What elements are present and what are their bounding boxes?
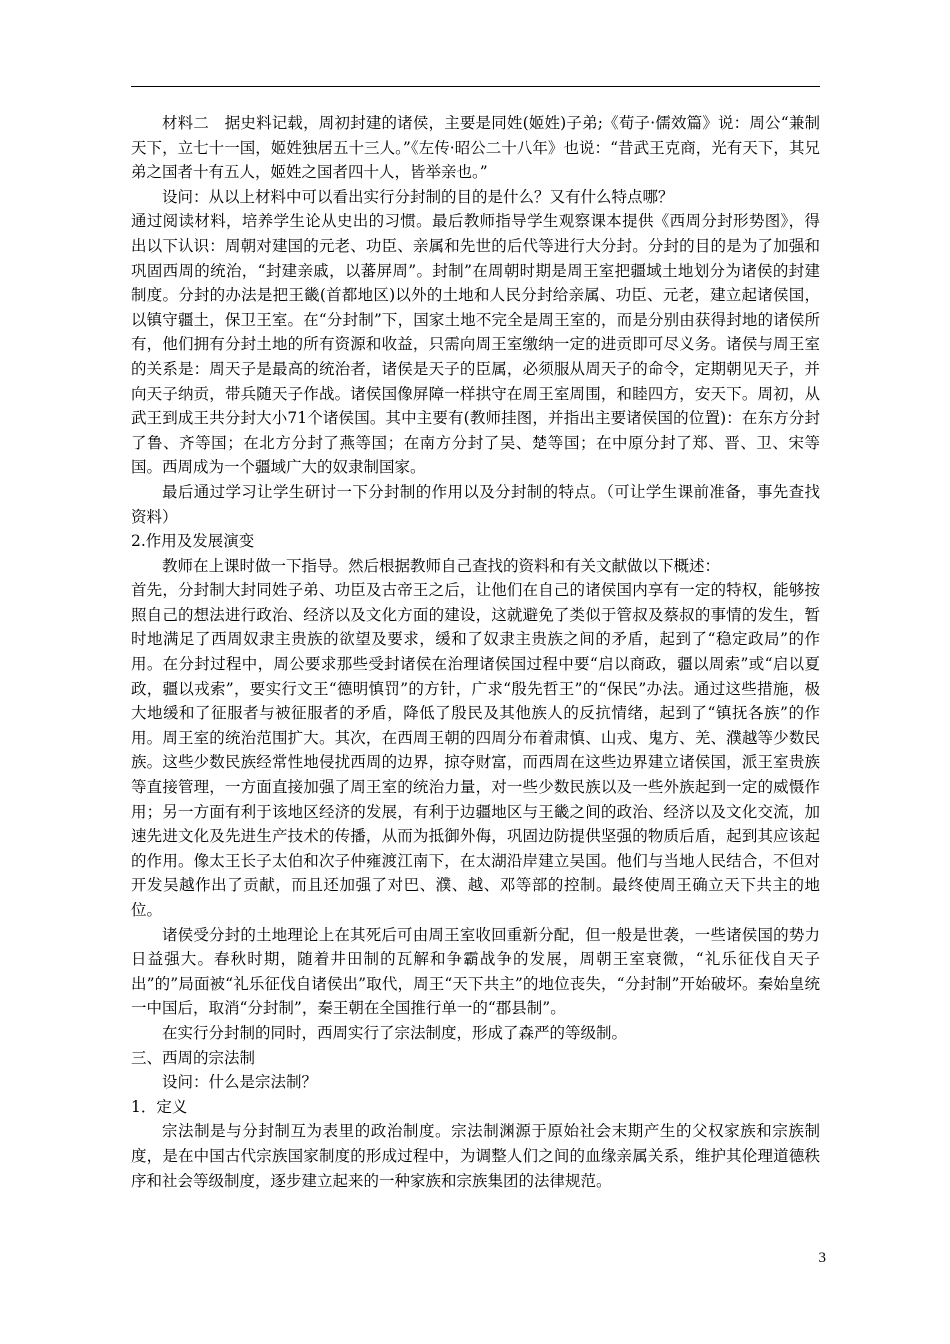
paragraph-effects-detail: 首先，分封制大封同姓子弟、功臣及古帝王之后，让他们在自己的诸侯国内享有一定的特权，能够按照自己的想法进行政治、经济以及文化方面的建设，这就避免了类似于管叔及蔡叔的事情的发生，暂时地满足了西周奴隶主贵族的欲望及要求，缓和了奴隶主贵族之间的矛盾，起到了“稳定政局”的作用。在分封过程中，周公要求那些受封诸侯在治理诸侯国过程中要“启以商政，疆以周索”或“启以夏政，疆以戎索”，要实行文王“德明慎罚”的方针，广求“殷先哲王”的“保民”办法。通过这些措施，极大地缓和了征服者与被征服者的矛盾，降低了殷民及其他族人的反抗情绪，起到了“镇抚各族”的作用。周王室的统治范围扩大。其次，在西周王朝的四周分布着肃慎、山戎、鬼方、羌、濮越等少数民族。这些少数民族经常性地侵扰西周的边界，掠夺财富，而西周在这些边界建立诸侯国，派王室贵族等直接管理，一方面直接加强了周王室的统治力量，对一些少数民族以及一些外族起到一定的威慑作用；另一方面有利于该地区经济的发展，有利于边疆地区与王畿之间的政治、经济以及文化交流，加速先进文化及先进生产技术的传播，从而为抵御外侮，巩固边防提供坚强的物质后盾，起到其应该起的作用。像太王长子太伯和次子仲雍渡江南下，在太湖沿岸建立吴国。他们与当地人民结合，不但对开发吴越作出了贡献，而且还加强了对巴、濮、越、邓等部的控制。最终使周王确立天下共主的地位。 — [131, 581, 820, 919]
document-body — [131, 111, 820, 1193]
section-heading-definition: 1．定义 — [131, 1097, 188, 1116]
section-heading-zongfa: 三、西周的宗法制 — [131, 1048, 256, 1067]
paragraph-question-purpose: 设问：从以上材料中可以看出实行分封制的目的是什么？又有什么特点哪？ — [162, 187, 674, 206]
paragraph-question-zongfa: 设问：什么是宗法制？ — [162, 1073, 318, 1092]
paragraph-study-prompt: 最后通过学习让学生研讨一下分封制的作用以及分封制的特点。（可让学生课前准备，事先查找资料） — [131, 482, 820, 526]
paragraph-teacher-guidance: 教师在上课时做一下指导。然后根据教师自己查找的资料和有关文献做以下概述： — [162, 556, 721, 575]
page-number: 3 — [818, 1250, 826, 1266]
header-rule — [131, 86, 820, 87]
paragraph-zongfa-definition: 宗法制是与分封制互为表里的政治制度。宗法制渊源于原始社会末期产生的父权家族和宗族制度，是在中国古代宗族国家制度的形成过程中，为调整人们之间的血缘亲属关系，维护其伦理道德秩序和社会等级制度，逐步建立起来的一种家族和宗族集团的法律规范。 — [131, 1122, 820, 1190]
paragraph-material-two: 材料二 据史料记载，周初封建的诸侯，主要是同姓(姬姓)子弟;《荀子·儒效篇》说：周公“兼制天下，立七十一国，姬姓独居五十三人。”《左传·昭公二十八年》也说：“昔武王克商，光有天下，其兄弟之国者十有五人，姬姓之国者四十人，皆举亲也。” — [131, 114, 820, 182]
paragraph-transition: 在实行分封制的同时，西周实行了宗法制度，形成了森严的等级制。 — [162, 1023, 628, 1042]
section-heading-effect: 2.作用及发展演变 — [131, 532, 255, 551]
paragraph-fenfeng-overview: 通过阅读材料，培养学生论从史出的习惯。最后教师指导学生观察课本提供《西周分封形势图》，得出以下认识：周朝对建国的元老、功臣、亲属和先世的后代等进行大分封。分封的目的是为了加强和巩固西周的统治，“封建亲戚，以蕃屏周”。封制”在周朝时期是周王室把疆域土地划分为诸侯的封建制度。分封的办法是把王畿(首都地区)以外的土地和人民分封给亲属、功臣、元老，建立起诸侯国，以镇守疆土，保卫王室。在“分封制”下，国家土地不完全是周王室的，而是分别由获得封地的诸侯所有，他们拥有分封土地的所有资源和收益，只需向周王室缴纳一定的进贡即可尽义务。诸侯与周王室的关系是：周天子是最高的统治者，诸侯是天子的臣属，必须服从周天子的命令，定期朝见天子，并向天子纳贡，带兵随天子作战。诸侯国像屏障一样拱守在周王室周围，和睦四方，安天下。周初，从武王到成王共分封大小71个诸侯国。其中主要有(教师挂图，并指出主要诸侯国的位置)：在东方分封了鲁、齐等国；在北方分封了燕等国；在南方分封了吴、楚等国；在中原分封了郑、晋、卫、宋等国。西周成为一个疆域广大的奴隶制国家。 — [131, 212, 820, 477]
paragraph-decline: 诸侯受分封的土地理论上在其死后可由周王室收回重新分配，但一般是世袭，一些诸侯国的势力日益强大。春秋时期，随着井田制的瓦解和争霸战争的发展，周朝王室衰微，“礼乐征伐自天子出”的”局面被“礼乐征伐自诸侯出”取代，周王“天下共主”的地位丧失，“分封制”开始破坏。秦始皇统一中国后，取消“分封制”，秦王朝在全国推行单一的“郡县制”。 — [131, 925, 820, 1018]
